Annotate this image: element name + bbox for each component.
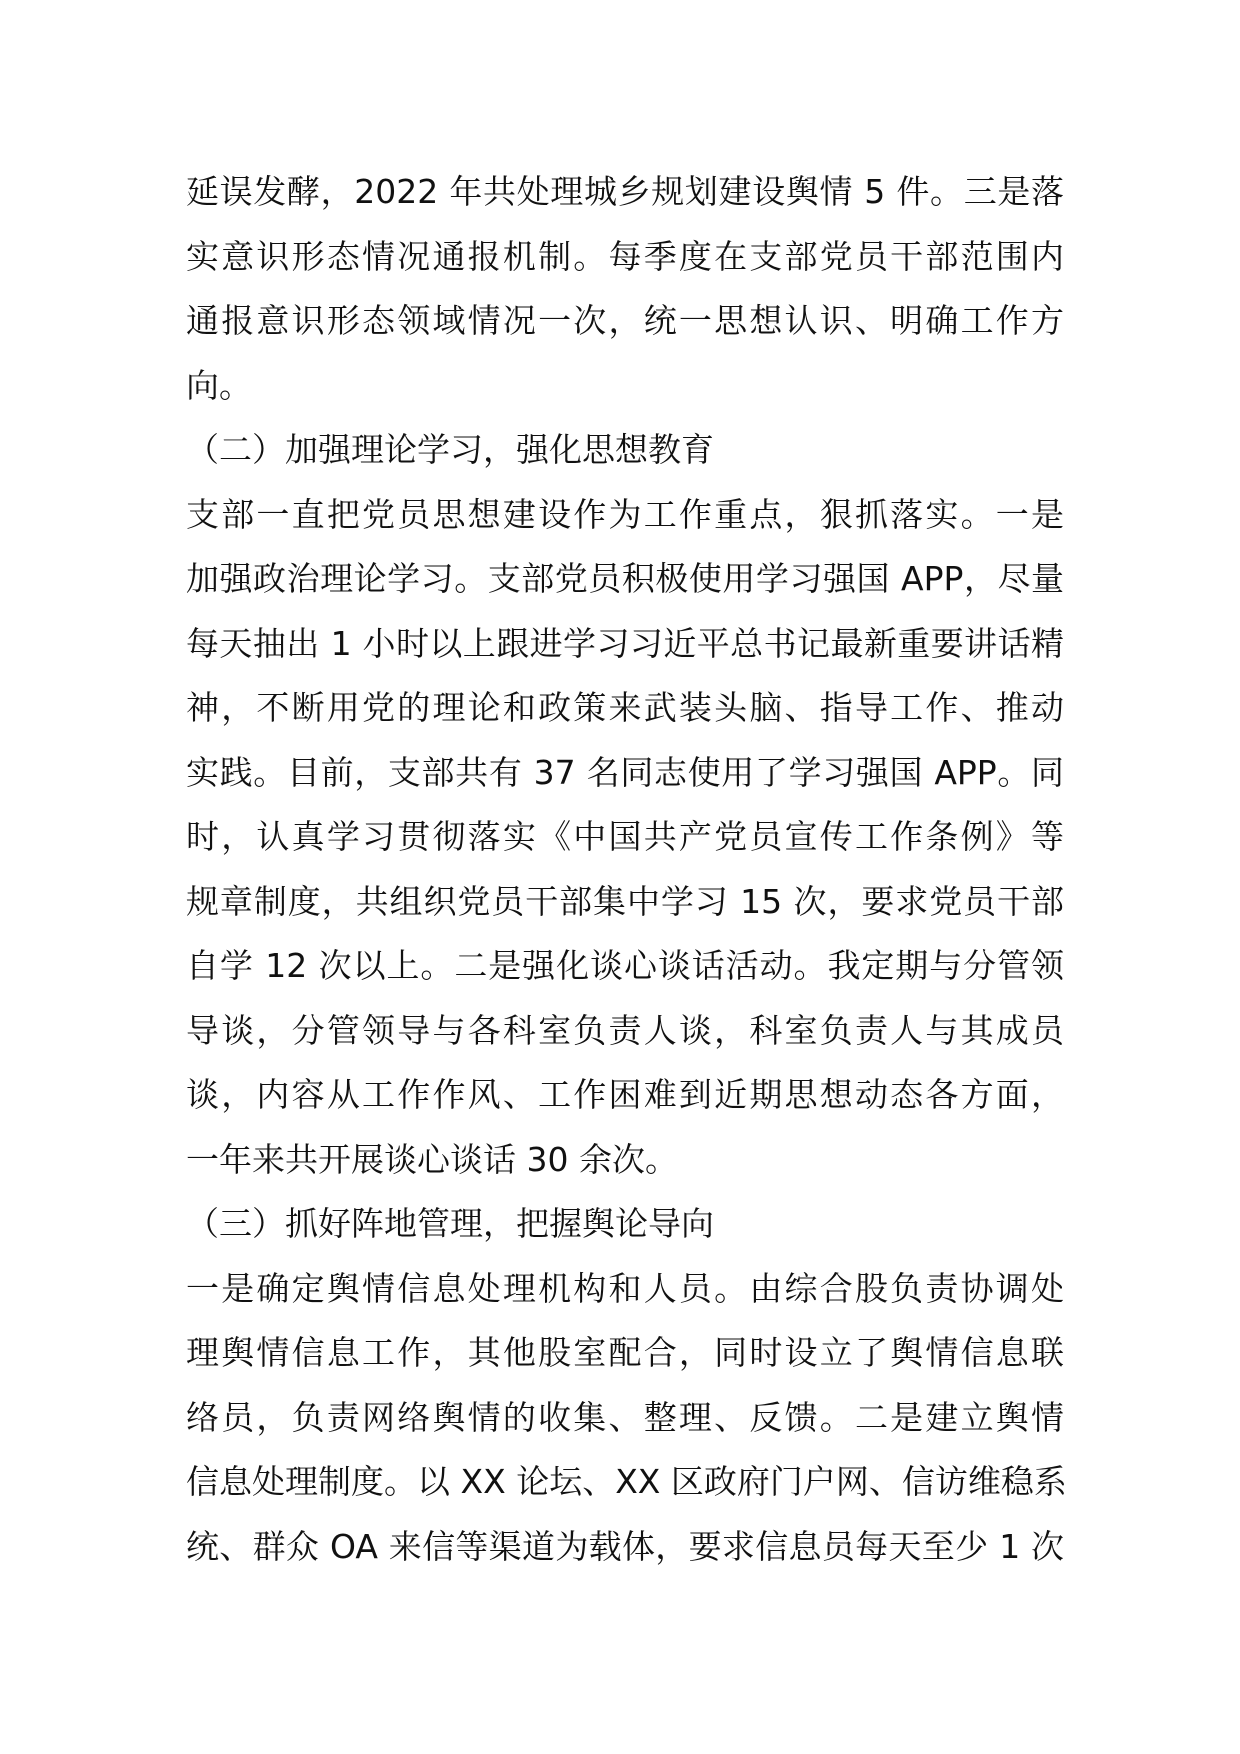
text-line: 加强政治理论学习。支部党员积极使用学习强国 APP，尽量 <box>186 559 1064 598</box>
text-line: 信息处理制度。以 XX 论坛、XX 区政府门户网、信访维稳系 <box>186 1462 1067 1501</box>
text-line: 时，认真学习贯彻落实《中国共产党员宣传工作条例》等 <box>186 817 1064 856</box>
text-line: 理舆情信息工作，其他股室配合，同时设立了舆情信息联 <box>186 1333 1064 1372</box>
text-line: 一是确定舆情信息处理机构和人员。由综合股负责协调处 <box>186 1268 1064 1308</box>
text-line: 每天抽出 1 小时以上跟进学习习近平总书记最新重要讲话精 <box>186 623 1064 663</box>
text-line: 通报意识形态领域情况一次，统一思想认识、明确工作方 <box>186 301 1064 340</box>
text-line: 一年来共开展谈心谈话 30 余次。 <box>186 1139 678 1179</box>
text-line: 实践。目前，支部共有 37 名同志使用了学习强国 APP。同 <box>186 752 1064 792</box>
text-line: 向。 <box>186 365 252 405</box>
text-line: 络员，负责网络舆情的收集、整理、反馈。二是建立舆情 <box>186 1397 1064 1437</box>
text-line: 导谈，分管领导与各科室负责人谈，科室负责人与其成员 <box>186 1010 1064 1050</box>
text-line: 支部一直把党员思想建设作为工作重点，狠抓落实。一是 <box>186 494 1064 534</box>
text-line: 谈，内容从工作作风、工作困难到近期思想动态各方面， <box>186 1075 1064 1114</box>
text-line: 神，不断用党的理论和政策来武装头脑、指导工作、推动 <box>186 688 1064 727</box>
text-line: 实意识形态情况通报机制。每季度在支部党员干部范围内 <box>186 236 1064 276</box>
document-page <box>186 160 1067 1579</box>
text-line: 规章制度，共组织党员干部集中学习 15 次，要求党员干部 <box>186 881 1064 921</box>
text-line: 自学 12 次以上。二是强化谈心谈话活动。我定期与分管领 <box>186 946 1064 985</box>
text-line: 延误发酵，2022 年共处理城乡规划建设舆情 5 件。三是落 <box>186 172 1064 211</box>
section-heading: （二）加强理论学习，强化思想教育 <box>186 430 714 469</box>
text-line: 统、群众 OA 来信等渠道为载体，要求信息员每天至少 1 次 <box>186 1526 1064 1566</box>
section-heading: （三）抓好阵地管理，把握舆论导向 <box>186 1204 714 1243</box>
